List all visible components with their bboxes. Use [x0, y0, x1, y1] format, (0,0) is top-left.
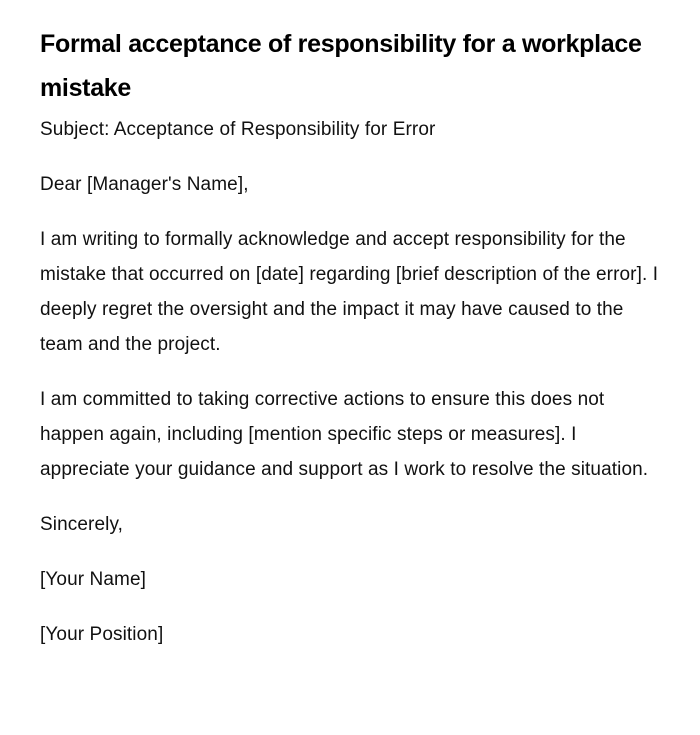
- signature-position: [Your Position]: [40, 624, 164, 645]
- body-paragraph-2: I am committed to taking corrective actions to ensure this does not happen again, including [mention specific steps or measures]. I appreciate your guidance and support as I work to resolve the situation.: [40, 389, 649, 480]
- document-title: Formal acceptance of responsibility for a workplace mistake: [40, 30, 642, 102]
- closing: Sincerely,: [40, 514, 124, 535]
- body-paragraph-1: I am writing to formally acknowledge and accept responsibility for the mistake that occurred on [date] regarding [brief description of the error]. I deeply regret the oversight and the impact it may have caused to the team and the project.: [40, 229, 659, 355]
- salutation: Dear [Manager's Name],: [40, 174, 249, 195]
- subject-line: Subject: Acceptance of Responsibility for Error: [40, 119, 436, 140]
- signature-name: [Your Name]: [40, 569, 147, 590]
